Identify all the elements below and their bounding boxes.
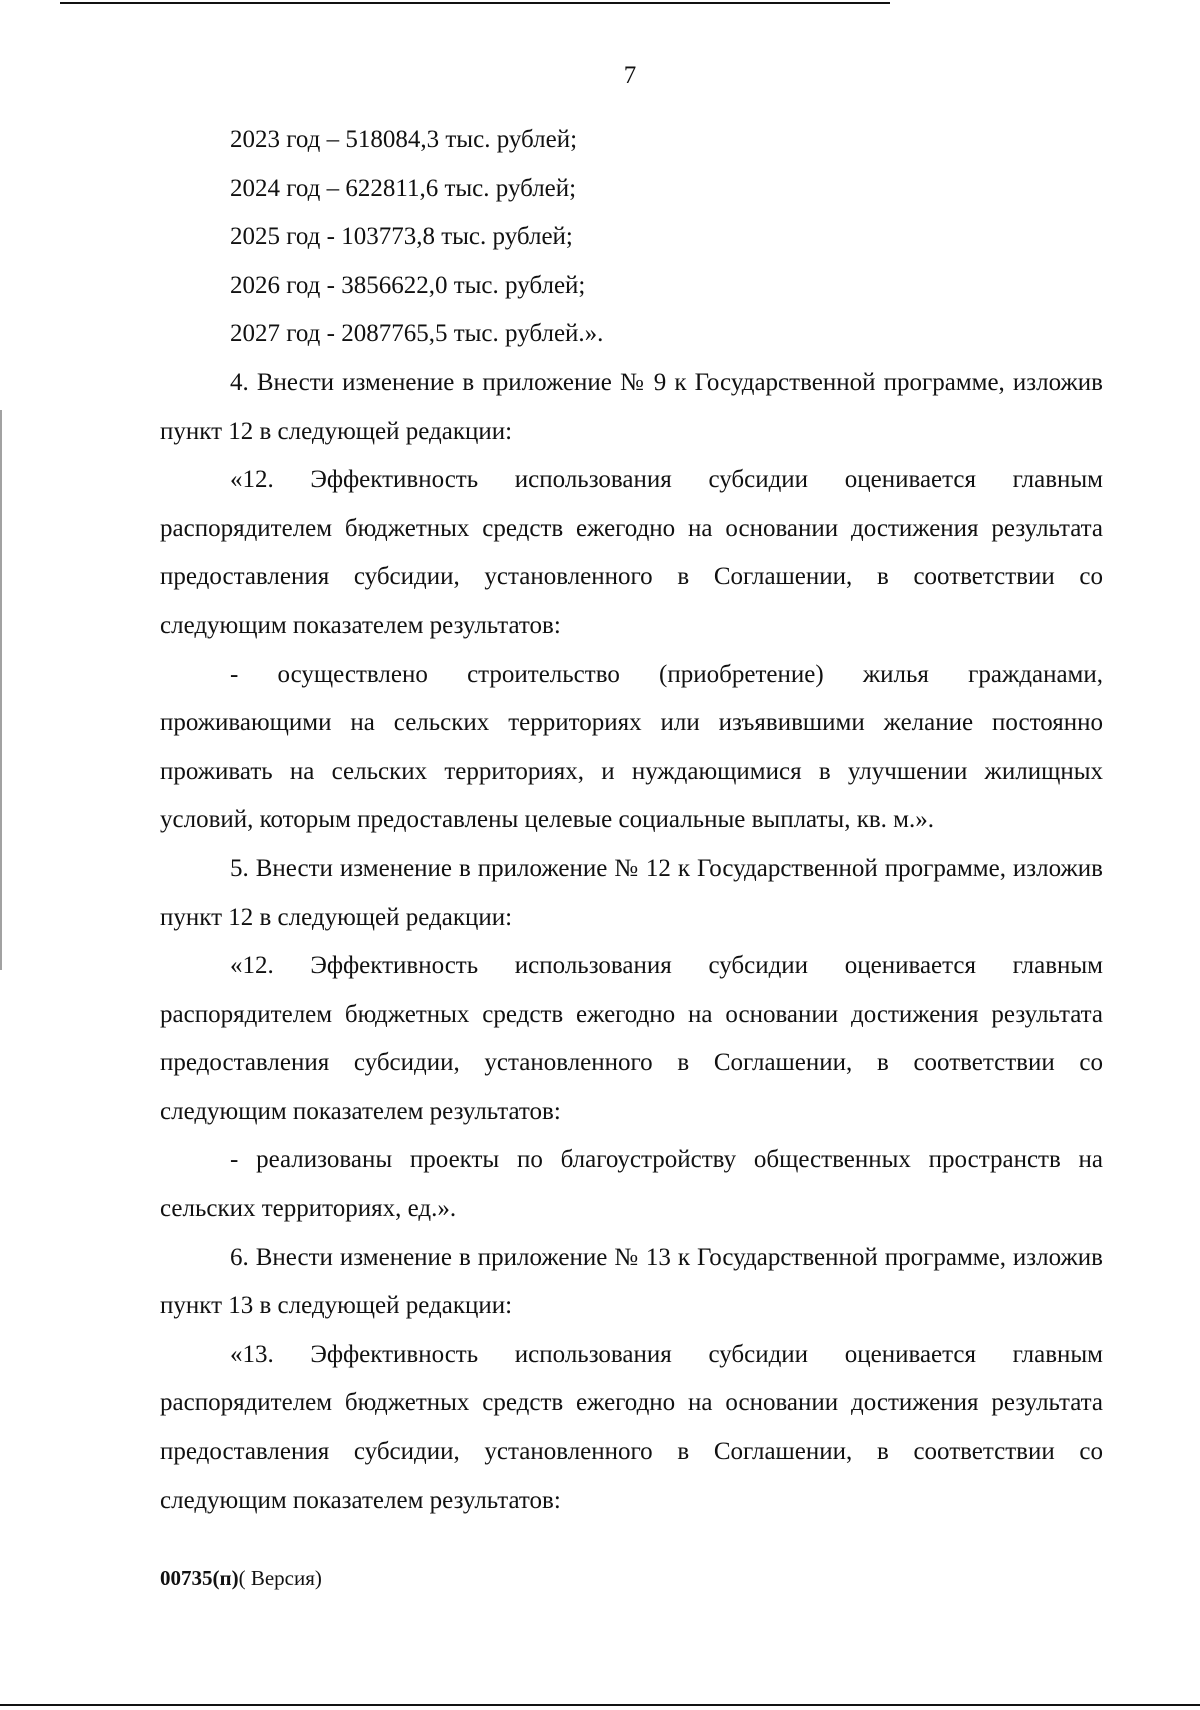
indicator-housing-item: - осуществлено строительство (приобретение) жилья гражданами, проживающими на сельских территориях или изъявившими желание постоянно проживать на сельских территориях, и нуждающимися в улучшении жилищных условий, которым предоставлены целевые социальные выплаты, кв. м.».: [160, 660, 1103, 834]
budget-year-line: 2027 год - 2087765,5 тыс. рублей.».: [230, 320, 604, 348]
amendment-paragraph-4: 4. Внести изменение в приложение № 9 к Государственной программе, изложив пункт 12 в следующей редакции:: [160, 368, 1103, 445]
amendment-paragraph-6: 6. Внести изменение в приложение № 13 к Государственной программе, изложив пункт 13 в следующей редакции:: [160, 1243, 1103, 1320]
quoted-clause-12-appendix-12: «12. Эффективность использования субсидии оценивается главным распорядителем бюджетных средств ежегодно на основании достижения результата предоставления субсидии, установленного в Соглашении, в соответствии со следующим показателем результатов:: [160, 952, 1103, 1125]
document-footer: [160, 1566, 322, 1591]
quoted-clause-13-appendix-13: «13. Эффективность использования субсидии оценивается главным распорядителем бюджетных средств ежегодно на основании достижения результата предоставления субсидии, установленного в Соглашении, в соответствии со следующим показателем результатов:: [160, 1340, 1103, 1514]
bottom-border-line: [0, 1704, 1200, 1706]
budget-year-line: 2024 год – 622811,6 тыс. рублей;: [230, 174, 577, 202]
document-code: 00735(п): [160, 1566, 239, 1590]
amendment-paragraph-5: 5. Внести изменение в приложение № 12 к Государственной программе, изложив пункт 12 в следующей редакции:: [160, 854, 1103, 931]
document-body: [160, 116, 1103, 1525]
page-number: 7: [623, 62, 637, 89]
document-version: ( Версия): [238, 1566, 322, 1590]
budget-year-line: 2026 год - 3856622,0 тыс. рублей;: [230, 271, 586, 299]
top-border-line: [60, 2, 890, 4]
scan-edge-mark: [0, 410, 3, 970]
indicator-public-spaces-item: - реализованы проекты по благоустройству общественных пространств на сельских территориях, ед.».: [160, 1146, 1103, 1223]
budget-year-line: 2023 год – 518084,3 тыс. рублей;: [230, 126, 578, 153]
budget-year-line: 2025 год - 103773,8 тыс. рублей;: [230, 223, 573, 251]
quoted-clause-12-appendix-9: «12. Эффективность использования субсидии оценивается главным распорядителем бюджетных средств ежегодно на основании достижения результата предоставления субсидии, установленного в Соглашении, в соответствии со следующим показателем результатов:: [160, 466, 1103, 639]
